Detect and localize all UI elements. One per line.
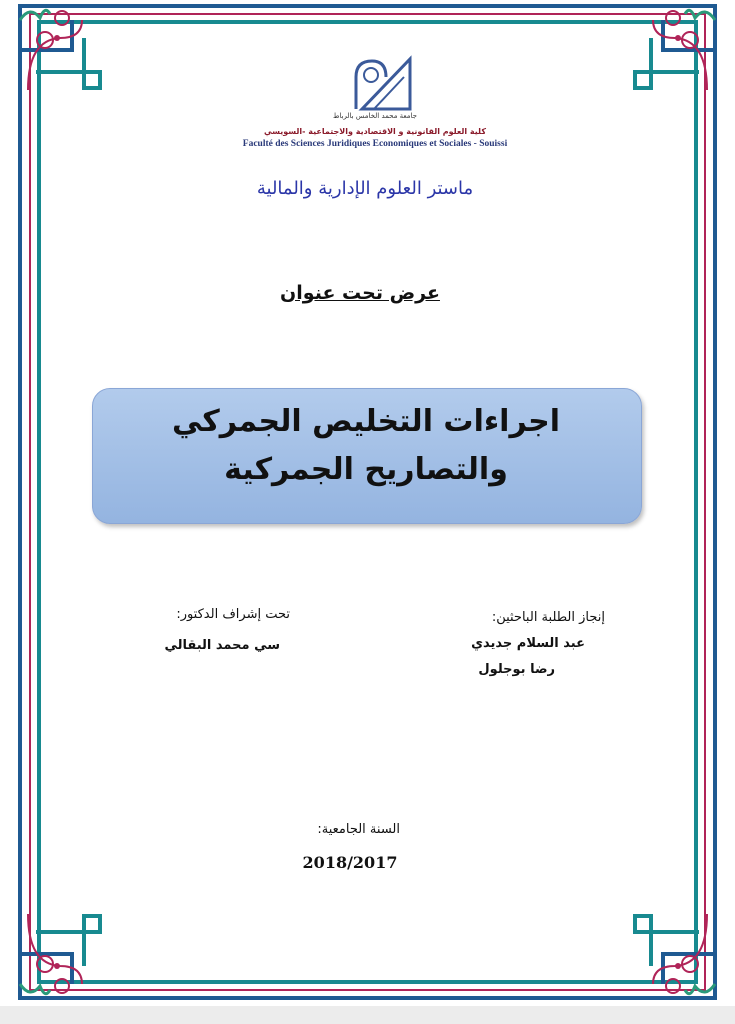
student-name: رضا بوجلول — [478, 662, 555, 677]
supervisor-name: سي محمد البقالي — [164, 638, 280, 653]
program-name: ماستر العلوم الإدارية والمالية — [256, 178, 474, 199]
university-logo — [352, 55, 416, 111]
supervisor-label: تحت إشراف الدكتور: — [176, 607, 290, 622]
university-name: جامعة محمد الخامس بالرباط — [332, 112, 418, 120]
title-line-1: اجراءات التخليص الجمركي — [171, 404, 561, 439]
title-line-2: والتصاريح الجمركية — [224, 452, 508, 487]
presentation-heading: عرض تحت عنوان — [280, 282, 440, 304]
faculty-name-french: Faculté des Sciences Juridiques Economiques et Sociales - Souissi — [242, 139, 508, 149]
faculty-name-arabic: كلية العلوم القانونية و الاقتصادية والاجتماعية -السويسي — [264, 127, 486, 136]
academic-year-label: السنة الجامعية: — [317, 822, 400, 837]
student-name: عبد السلام جديدي — [471, 636, 585, 651]
page-bottom-gap — [0, 1006, 735, 1024]
students-label: إنجاز الطلبة الباحثين: — [491, 610, 605, 625]
academic-year: 2018/2017 — [302, 853, 398, 872]
